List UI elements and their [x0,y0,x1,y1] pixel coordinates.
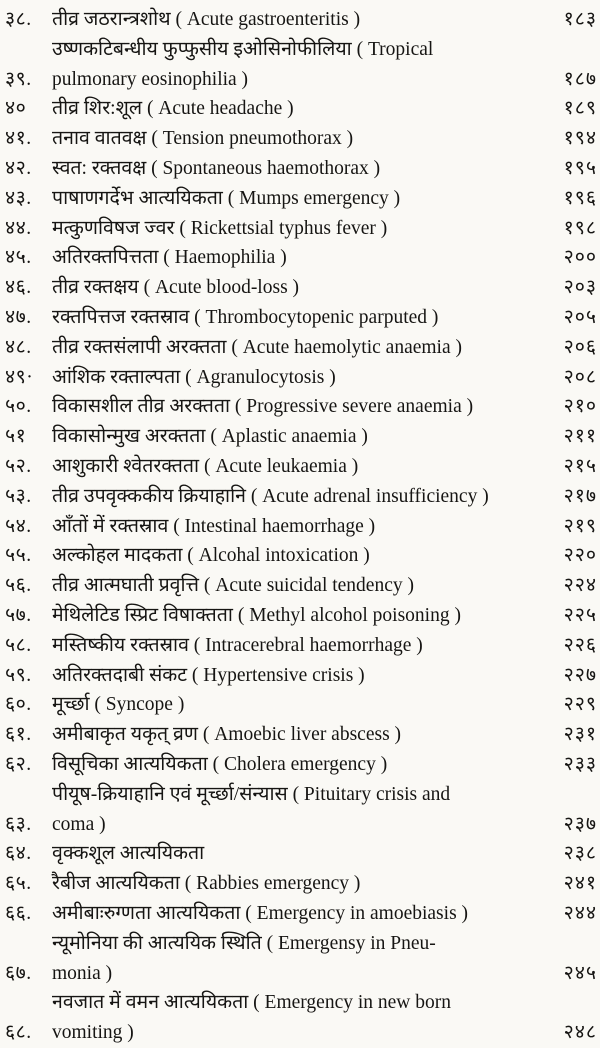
entry-title-line1: आँतों में रक्तस्राव ( Intestinal haemorrhage ) [52,515,376,537]
entry-title [52,303,545,333]
entry-title [52,512,545,542]
entry-page-number: १९८ [563,217,597,239]
toc-entry [5,661,597,691]
entry-number: ६३. [5,813,32,835]
entry-title-line1: मस्तिष्कीय रक्तस्राव ( Intracerebral haemorrhage ) [52,634,423,656]
entry-page-number: २२४ [563,575,597,597]
entry-page-number: २२५ [563,604,597,626]
entry-title-line1: तीव्र जठरान्त्रशोथ ( Acute gastroenteritis ) [52,9,361,30]
toc-entry [5,392,597,422]
toc-entry [5,750,597,780]
entry-title-line1: रक्तपित्तज रक्तस्राव ( Thrombocytopenic parputed ) [52,306,439,328]
entry-title [52,929,545,989]
entry-page-number: १९६ [563,187,597,209]
entry-page-number: २२६ [563,634,597,656]
entry-title-line1: विकासोन्मुख अरक्तता ( Aplastic anaemia ) [52,426,368,448]
entry-number: ४० [5,98,27,120]
entry-page-number: २४५ [563,962,597,984]
entry-page-number: १८७ [563,68,597,90]
entry-title [52,601,545,631]
entry-title [52,422,545,452]
entry-title-line1: न्यूमोनिया की आत्ययिक स्थिति ( Emergensy in Pneu- [52,932,436,954]
entry-title [52,94,545,124]
entry-title [52,243,545,273]
entry-title-line1: रैबीज आत्ययिकता ( Rabbies emergency ) [52,873,361,895]
entry-number: ५१ [5,426,27,448]
toc-entry [5,124,597,154]
entry-title-line1: अमीबाकृत यकृत् व्रण ( Amoebic liver abscess ) [52,724,402,746]
entry-page-number: २३७ [563,813,597,835]
entry-title-line1: तीव्र शिर:शूल ( Acute headache ) [52,98,294,120]
entry-title-line1: उष्णकटिबन्धीय फुप्फुसीय इओसिनोफीलिया ( Tropical [52,38,434,60]
entry-page-number: २१५ [563,455,597,477]
entry-title [52,869,545,899]
entry-page-number: २०० [563,247,597,269]
entry-page-number: २०६ [563,336,597,358]
entry-title-line1: मत्कुणविषज ज्वर ( Rickettsial typhus fever ) [52,217,388,239]
entry-title [52,363,545,393]
entry-number: ६७. [5,962,32,984]
entry-page-number: २३८ [563,843,597,865]
entry-number: ६६. [5,902,32,924]
entry-page-number: २१० [563,396,597,418]
toc-entry [5,303,597,333]
entry-title [52,392,545,422]
entry-title-line1: मूर्च्छा ( Syncope ) [52,694,185,716]
entry-title-line1: तीव्र आत्मघाती प्रवृत्ति ( Acute suicidal tendency ) [52,575,414,597]
toc-entry [5,899,597,929]
entry-page-number: १८९ [563,98,597,120]
entry-page-number: २४८ [563,1022,597,1044]
entry-title [52,571,545,601]
toc-entry [5,273,597,303]
entry-title-line1: अतिरक्तपित्तता ( Haemophilia ) [52,247,287,269]
entry-number: ५२. [5,455,32,477]
entry-title [52,631,545,661]
toc-entry [5,512,597,542]
entry-title [52,333,545,363]
toc-entry [5,422,597,452]
entry-number: ४६. [5,277,32,299]
toc-entry [5,690,597,720]
entry-title [52,690,545,720]
entry-title-line1: तनाव वातवक्ष ( Tension pneumothorax ) [52,128,354,150]
toc-entry [5,154,597,184]
entry-page-number: २४१ [563,873,597,895]
entry-title-line1: विकासशील तीव्र अरक्तता ( Progressive severe anaemia ) [52,396,474,418]
entry-title [52,452,545,482]
entry-page-number: १९४ [563,128,597,150]
toc-entry [5,780,597,840]
toc-entry [5,571,597,601]
entry-title-line1: नवजात में वमन आत्ययिकता ( Emergency in new born [52,992,452,1014]
toc-entry [5,35,597,95]
entry-title-line1: विसूचिका आत्ययिकता ( Cholera emergency ) [52,753,388,775]
entry-title [52,988,545,1048]
entry-title [52,482,545,512]
entry-title-line1: पीयूष-क्रियाहानि एवं मूर्च्छा/संन्यास ( Pituitary crisis and [52,783,451,805]
entry-number: ४४. [5,217,32,239]
entry-page-number: २१९ [563,515,597,537]
entry-page-number: १८३ [563,9,597,30]
entry-page-number: २०३ [563,277,597,299]
entry-number: ६२. [5,753,32,775]
entry-page-number: २३३ [563,753,597,775]
entry-number: ४३. [5,187,32,209]
entry-page-number: २०५ [563,306,597,328]
entry-number: ६०. [5,694,32,716]
entry-title [52,273,545,303]
entry-number: ५६. [5,575,32,597]
toc-entry [5,839,597,869]
toc-entry [5,452,597,482]
toc-entry [5,5,597,35]
entry-page-number: २२७ [563,664,597,686]
toc-list [5,5,597,1048]
entry-page-number: २११ [563,426,597,448]
entry-title [52,5,545,35]
entry-number: ४५. [5,247,32,269]
entry-page-number: २०८ [563,366,597,388]
toc-entry [5,184,597,214]
entry-title [52,780,545,840]
entry-title-line1: पाषाणगर्देभ आत्ययिकता ( Mumps emergency ) [52,187,401,209]
toc-entry [5,601,597,631]
entry-title [52,661,545,691]
entry-title [52,541,545,571]
entry-title-line1: मेथिलेटिड स्प्रिट विषाक्तता ( Methyl alcohol poisoning ) [52,604,461,626]
entry-title-line1: आंशिक रक्ताल्पता ( Agranulocytosis ) [52,366,336,388]
entry-number: ५३. [5,485,32,507]
entry-title [52,35,545,95]
entry-page-number: २१७ [563,485,597,507]
entry-number: ६१. [5,724,32,746]
entry-title [52,154,545,184]
toc-entry [5,214,597,244]
entry-title-line1: आशुकारी श्वेतरक्तता ( Acute leukaemia ) [52,455,359,477]
entry-number: ६८. [5,1022,32,1044]
entry-title-line2: vomiting ) [52,1022,134,1044]
entry-number: ५७. [5,604,32,626]
toc-entry [5,482,597,512]
entry-number: ५८. [5,634,32,656]
entry-title-line2: pulmonary eosinophilia ) [52,68,249,90]
toc-entry [5,929,597,989]
toc-entry [5,720,597,750]
entry-title-line1: वृक्कशूल आत्ययिकता [52,843,205,865]
entry-number: ४७. [5,306,32,328]
entry-title [52,184,545,214]
entry-number: ६४. [5,843,32,865]
entry-title-line1: अमीबाःरुग्णता आत्ययिकता ( Emergency in amoebiasis ) [52,902,469,924]
entry-number: ५०. [5,396,32,418]
entry-title-line1: अतिरक्तदाबी संकट ( Hypertensive crisis ) [52,664,365,686]
entry-number: ५५. [5,545,32,567]
entry-title [52,214,545,244]
entry-title [52,720,545,750]
entry-number: ४२. [5,157,32,179]
entry-title-line1: अल्कोहल मादकता ( Alcohal intoxication ) [52,545,370,567]
toc-entry [5,363,597,393]
entry-number: ३८. [5,9,32,30]
toc-entry [5,869,597,899]
entry-number: ४१. [5,128,32,150]
toc-entry [5,243,597,273]
entry-page-number: १९५ [563,157,597,179]
entry-number: ३९. [5,68,32,90]
entry-title [52,839,545,869]
entry-number: ४९· [5,366,34,388]
entry-title-line2: monia ) [52,962,113,984]
entry-title-line1: तीव्र रक्तक्षय ( Acute blood-loss ) [52,277,300,299]
toc-entry [5,988,597,1048]
entry-title [52,124,545,154]
entry-title-line1: स्वत: रक्तवक्ष ( Spontaneous haemothorax ) [52,157,381,179]
toc-entry [5,541,597,571]
entry-title-line1: तीव्र उपवृक्ककीय क्रियाहानि ( Acute adrenal insufficiency ) [52,485,489,507]
entry-page-number: २३१ [563,724,597,746]
entry-title-line2: coma ) [52,813,106,835]
entry-number: ५४. [5,515,32,537]
entry-number: ५९. [5,664,32,686]
entry-page-number: २२० [563,545,597,567]
entry-title [52,899,545,929]
entry-page-number: २४४ [563,902,597,924]
entry-number: ६५. [5,873,32,895]
entry-title [52,750,545,780]
entry-title-line1: तीव्र रक्तसंलापी अरक्तता ( Acute haemolytic anaemia ) [52,336,463,358]
toc-entry [5,94,597,124]
entry-page-number: २२९ [563,694,597,716]
entry-number: ४८. [5,336,32,358]
toc-entry [5,333,597,363]
toc-entry [5,631,597,661]
